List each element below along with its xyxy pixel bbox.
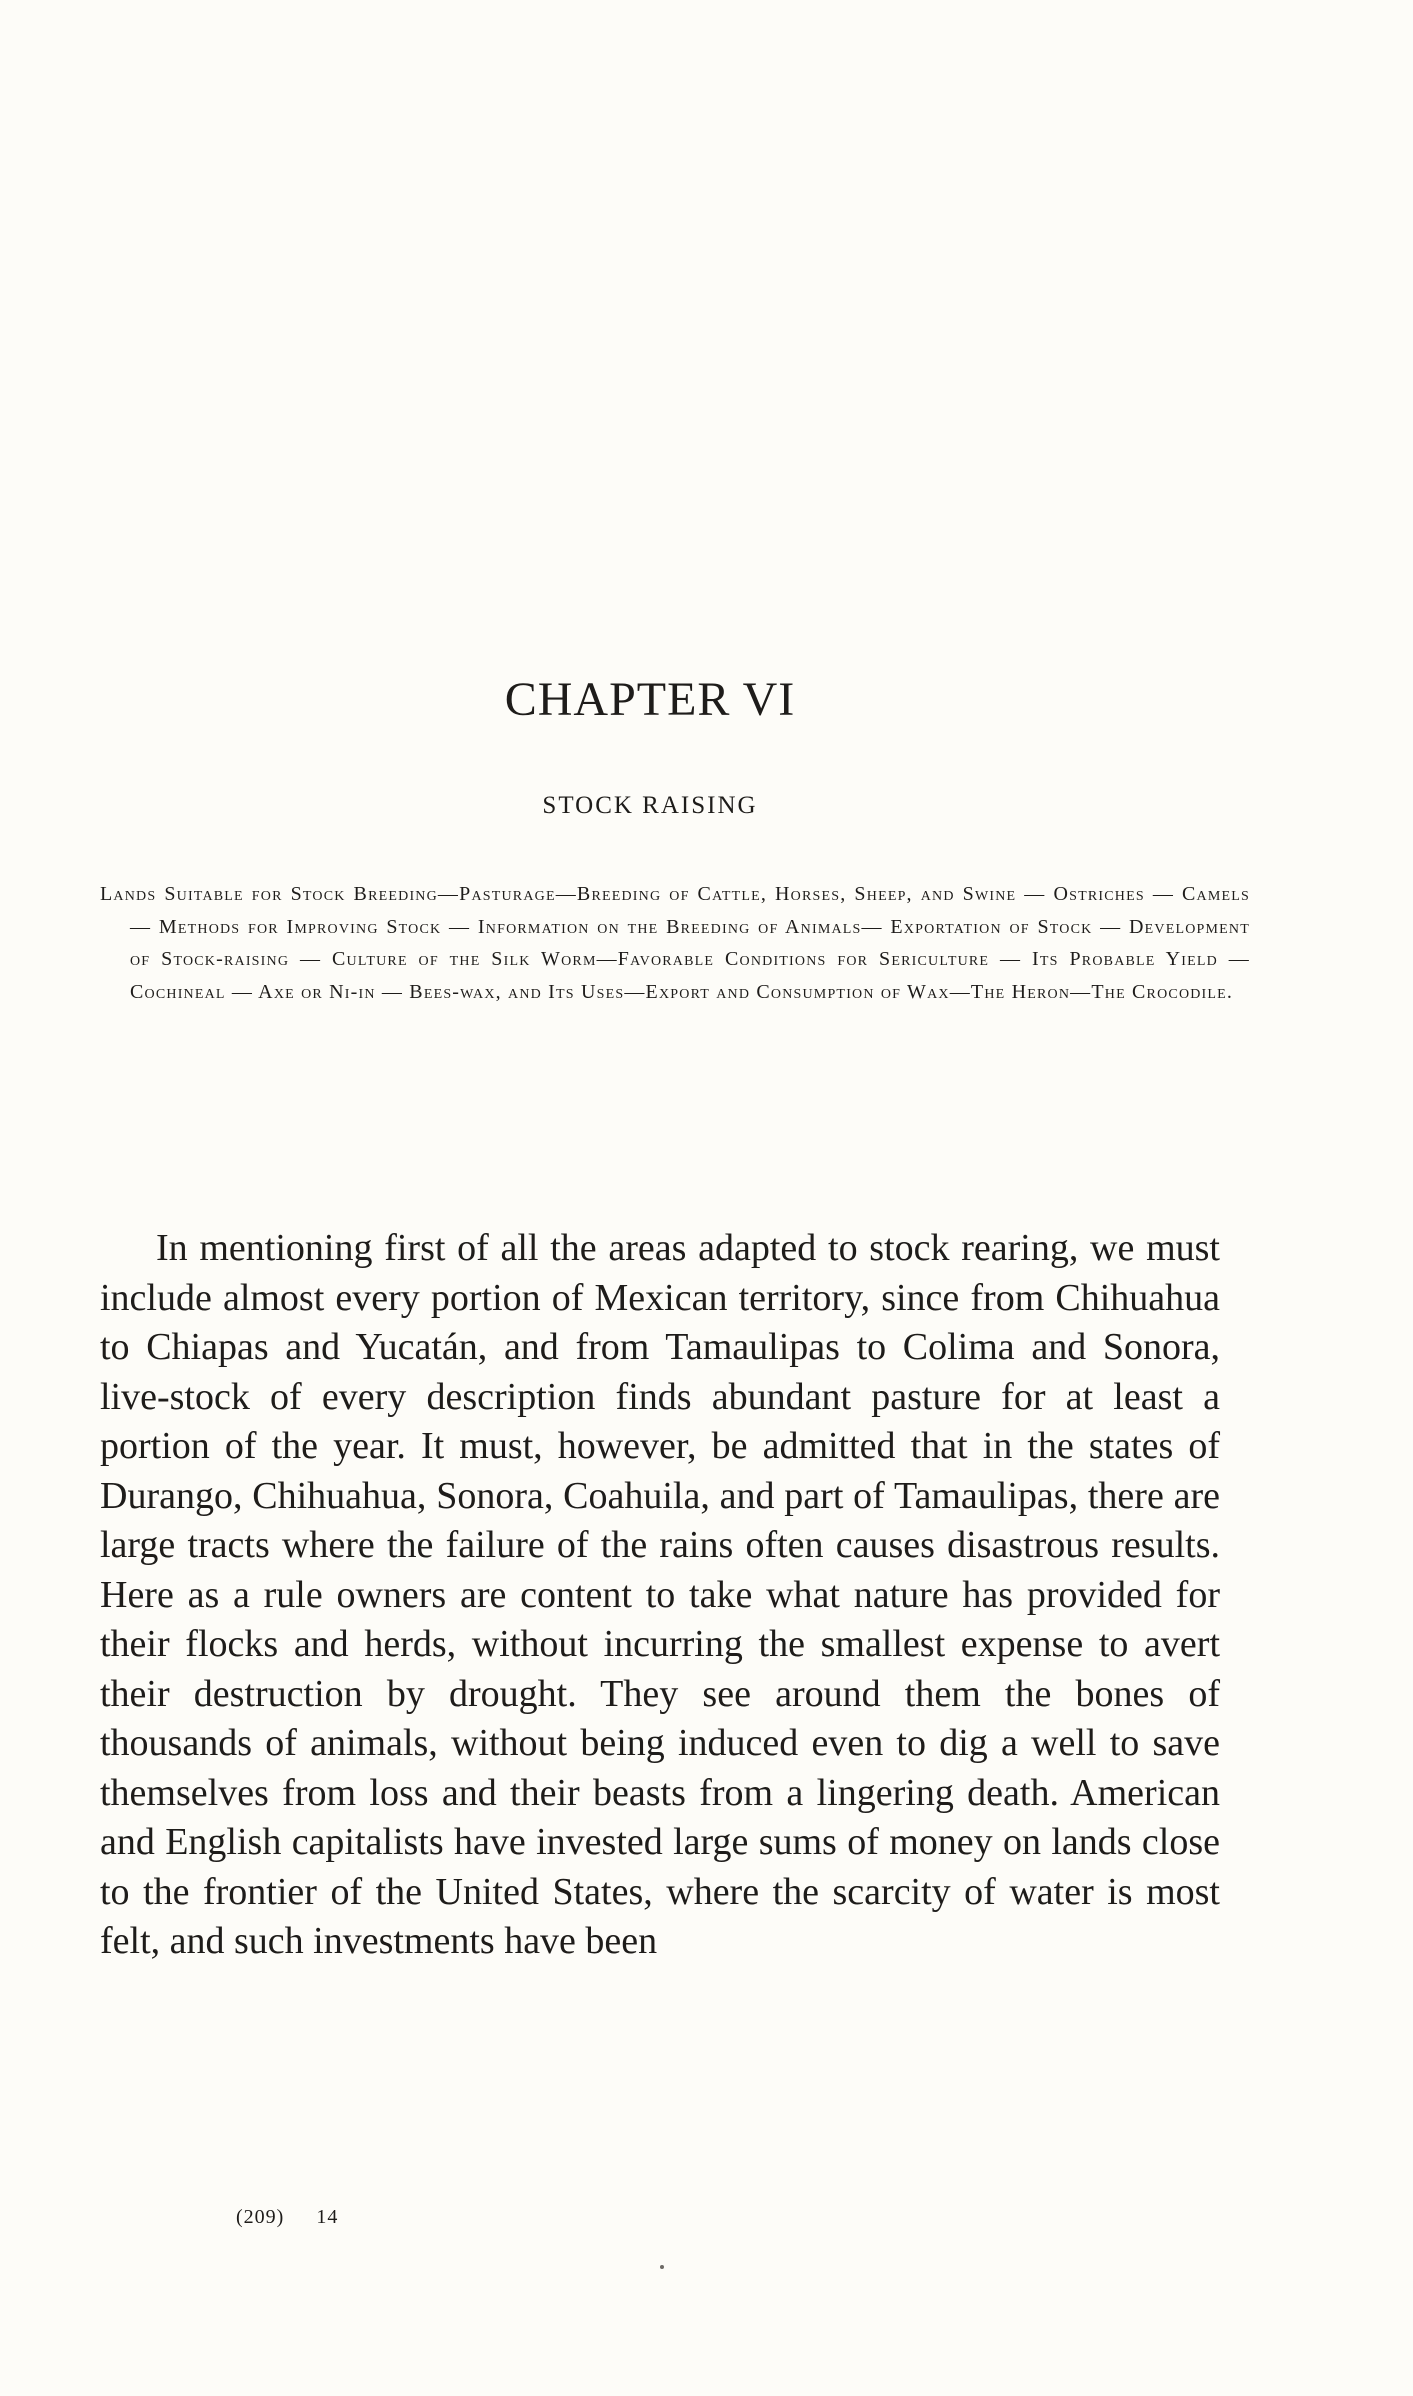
chapter-title: CHAPTER VI: [504, 673, 796, 726]
page-footer: [236, 2206, 338, 2229]
page-number: (209): [236, 2206, 285, 2228]
signature-mark: 14: [316, 2206, 339, 2228]
chapter-synopsis: Lands Suitable for Stock Breeding—Pasturage—Breeding of Cattle, Horses, Sheep, and Swine — Ostriches — Camels — Methods for Improving Stock — Information on the Breeding of Animals— Exportation of Stock — Development of Stock-raising — Culture of the Silk Worm—Favorable Conditions for Sericulture — Its Probable Yield — Cochineal — Axe or Ni-in — Bees-wax, and Its Uses—Export and Consumption of Wax—The Heron—The Crocodile.: [100, 883, 1250, 1003]
body-paragraph: In mentioning first of all the areas adapted to stock rearing, we must include almost every portion of Mexican territory, since from Chihuahua to Chiapas and Yucatán, and from Tamaulipas to Colima and Sonora, live-stock of every description finds abundant pasture for at least a portion of the year. It must, however, be admitted that in the states of Durango, Chihuahua, Sonora, Coahuila, and part of Tamaulipas, there are large tracts where the failure of the rains often causes disastrous results. Here as a rule owners are content to take what nature has provided for their flocks and herds, without incurring the smallest expense to avert their destruction by drought. They see around them the bones of thousands of animals, without being induced even to dig a well to save themselves from loss and their beasts from a lingering death. American and English capitalists have invested large sums of money on lands close to the frontier of the United States, where the scarcity of water is most felt, and such investments have been: [100, 1227, 1220, 1962]
ink-speck: [660, 2265, 664, 2269]
chapter-subtitle: STOCK RAISING: [542, 792, 758, 819]
